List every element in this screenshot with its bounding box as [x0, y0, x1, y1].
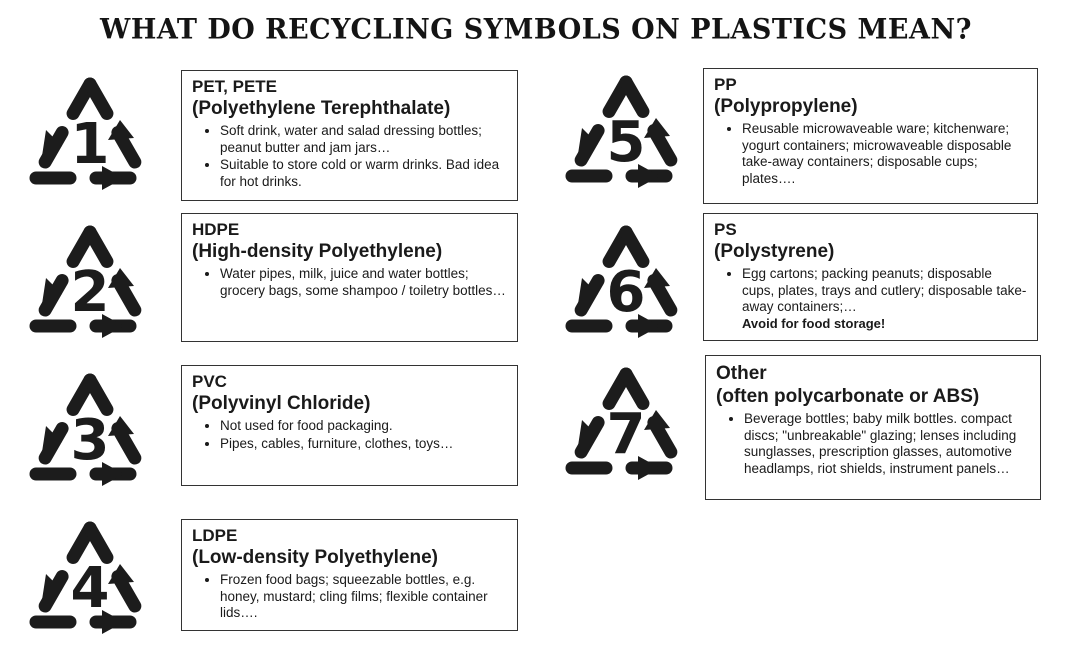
- recycling-symbol-7-icon: [556, 360, 696, 492]
- plastic-card-other: [705, 355, 1041, 500]
- usage-list: [714, 266, 1027, 316]
- plastic-card-pp: [703, 68, 1038, 204]
- symbol-number: 1: [70, 112, 110, 177]
- usage-list: [716, 411, 1030, 477]
- page-title: WHAT DO RECYCLING SYMBOLS ON PLASTICS MEAN?: [100, 13, 972, 46]
- plastic-card-ps: [703, 213, 1038, 341]
- list-item: • Soft drink, water and salad dressing bottles; peanut butter and jam jars…: [220, 123, 507, 156]
- symbol-number: 6: [606, 260, 646, 325]
- symbol-number: 3: [70, 408, 110, 473]
- plastic-name: (Polystyrene): [714, 241, 835, 262]
- list-item: • Frozen food bags; squeezable bottles, e.g. honey, mustard; cling films; flexible container lids….: [220, 572, 507, 622]
- list-item: • Water pipes, milk, juice and water bottles; grocery bags, some shampoo / toiletry bottles…: [220, 266, 507, 299]
- recycling-symbol-3-icon: [20, 366, 160, 498]
- plastic-name: (often polycarbonate or ABS): [716, 386, 980, 407]
- recycling-symbol-5-icon: [556, 68, 696, 200]
- plastic-code: PS: [714, 220, 737, 239]
- plastic-name: (High-density Polyethylene): [192, 241, 443, 262]
- plastic-code: PP: [714, 75, 737, 94]
- usage-list: [192, 418, 507, 452]
- symbol-number: 2: [70, 260, 110, 325]
- plastic-name: (Low-density Polyethylene): [192, 547, 438, 568]
- plastic-code: HDPE: [192, 220, 240, 239]
- symbol-number: 7: [606, 402, 646, 467]
- recycling-symbol-6-icon: [556, 218, 696, 350]
- symbol-number: 4: [70, 556, 110, 621]
- plastic-code: LDPE: [192, 526, 238, 545]
- usage-list: [192, 266, 507, 299]
- plastic-card-ldpe: [181, 519, 518, 631]
- plastic-code: Other: [716, 363, 767, 384]
- list-item: • Beverage bottles; baby milk bottles. compact discs; "unbreakable" glazing; lenses including sunglasses, prescription glasses, automotive headlamps, riot shields, instrument panels…: [744, 411, 1030, 477]
- warning-text: Avoid for food storage!: [742, 315, 886, 331]
- plastic-name: (Polyvinyl Chloride): [192, 393, 371, 414]
- plastic-code: PVC: [192, 372, 227, 391]
- plastic-code: PET, PETE: [192, 77, 278, 96]
- usage-list: [192, 572, 507, 622]
- list-item: • Not used for food packaging.: [220, 418, 507, 435]
- plastic-card-hdpe: [181, 213, 518, 342]
- plastic-name: (Polyethylene Terephthalate): [192, 98, 451, 119]
- usage-list: [714, 121, 1027, 187]
- list-item: • Reusable microwaveable ware; kitchenware; yogurt containers; microwaveable disposable take-away containers; disposable cups; plates….: [742, 121, 1027, 187]
- usage-list: [192, 123, 507, 190]
- symbol-number: 5: [606, 110, 646, 175]
- list-item: • Suitable to store cold or warm drinks. Bad idea for hot drinks.: [220, 157, 507, 190]
- recycling-symbol-1-icon: [20, 70, 160, 202]
- list-item: • Pipes, cables, furniture, clothes, toys…: [220, 436, 507, 453]
- plastic-card-pet: [181, 70, 518, 201]
- plastic-card-pvc: [181, 365, 518, 486]
- recycling-symbol-4-icon: [20, 514, 160, 646]
- recycling-symbol-2-icon: [20, 218, 160, 350]
- plastic-name: (Polypropylene): [714, 96, 858, 117]
- list-item: • Egg cartons; packing peanuts; disposable cups, plates, trays and cutlery; disposable take-away containers;…: [742, 266, 1027, 316]
